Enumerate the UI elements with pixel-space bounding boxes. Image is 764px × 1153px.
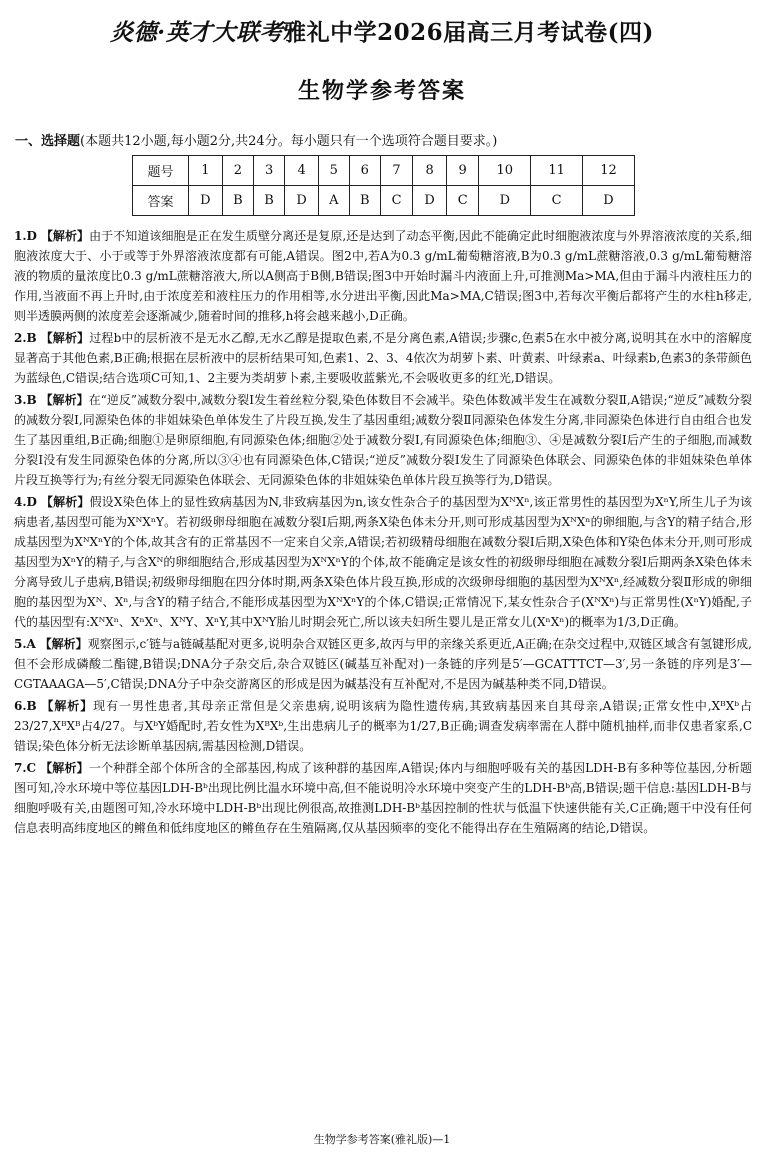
- explanation-item: [14, 492, 752, 632]
- item-number: 1.D: [14, 229, 37, 243]
- item-number: 6.B: [14, 699, 37, 713]
- question-number-header: 题号: [133, 156, 189, 186]
- answer-cell: C: [531, 186, 583, 216]
- answer-cell: B: [253, 186, 284, 216]
- explanation-list: [14, 226, 752, 840]
- question-number-cell: 9: [447, 156, 479, 186]
- explanation-text: 过程b中的层析液不是无水乙醇,无水乙醇是提取色素,不是分离色素,A错误;步骤c,色素5在水中被分离,说明其在水中的溶解度显著高于其他色素,B正确;根据在层析液中的层析结果可知,色素1、2、3、4依次为胡萝卜素、叶黄素、叶绿素a、叶绿素b,色素3的条带颜色为蓝绿色,C错误;结合选项C可知,1、2主要为类胡萝卜素,主要吸收蓝紫光,不会吸收更多的红光,D错误。: [14, 331, 752, 385]
- analysis-tag: 【解析】: [40, 331, 90, 345]
- analysis-tag: 【解析】: [40, 761, 89, 775]
- answer-cell: B: [222, 186, 253, 216]
- analysis-tag: 【解析】: [40, 393, 89, 407]
- explanation-item: [14, 634, 752, 694]
- explanation-text: 由于不知道该细胞是正在发生质壁分离还是复原,还是达到了动态平衡,因此不能确定此时细胞液浓度与外界溶液浓度的关系,细胞液浓度大于、小于或等于外界溶液浓度都有可能,A错误。图2中,若A为0.3 g/mL葡萄糖溶液,B为0.3 g/mL蔗糖溶液,0.3 g/mL葡萄糖溶液的物质的量浓度比0.3 g/mL蔗糖溶液大,所以A侧高于B侧,B错误;图3中开始时漏斗内液面上升,可推测Ma>MA,但由于漏斗内液柱压力的作用,当液面不再上升时,由于浓度差和液柱压力的作用相等,水分进出平衡,因此Ma>MA,C错误;图3中,若每次平衡后都将产生的水柱h移走,则半透膜两侧的浓度差会逐渐减少,随着时间的推移,h将会越来越小,D正确。: [14, 229, 752, 323]
- answer-cell: D: [413, 186, 447, 216]
- explanation-item: [14, 696, 752, 756]
- question-number-cell: 12: [583, 156, 635, 186]
- subject-title: 生物学参考答案: [297, 78, 466, 104]
- question-number-row: [133, 156, 635, 186]
- item-number: 5.A: [14, 637, 36, 651]
- section-label: 一、选择题: [15, 134, 81, 149]
- question-number-cell: 4: [285, 156, 319, 186]
- answer-cell: D: [285, 186, 319, 216]
- explanation-text: 现有一男性患者,其母亲正常但是父亲患病,说明该病为隐性遗传病,其致病基因来自其母亲,A错误;正常女性中,XᴮXᵇ占23/27,XᴮXᴮ占4/27。与XᵇY婚配时,若女性为XᴮXᵇ,生出患病儿子的概率为1/27,B正确;调查发病率需在人群中随机抽样,而非仅患者家系,C错误;染色体分析无法诊断单基因病,需基因检测,D错误。: [14, 699, 752, 753]
- answer-cell: C: [447, 186, 479, 216]
- answer-row: [133, 186, 635, 216]
- analysis-tag: 【解析】: [40, 229, 90, 243]
- page-footer: 生物学参考答案(雅礼版)—1: [313, 1133, 451, 1146]
- question-number-cell: 2: [222, 156, 253, 186]
- question-number-cell: 5: [318, 156, 349, 186]
- answer-cell: D: [189, 186, 223, 216]
- answer-cell: B: [349, 186, 380, 216]
- exam-header: [0, 14, 764, 47]
- answer-table: [132, 155, 635, 216]
- question-number-cell: 3: [253, 156, 284, 186]
- answer-cell: D: [479, 186, 531, 216]
- explanation-item: [14, 758, 752, 838]
- item-number: 2.B: [14, 331, 37, 345]
- answer-cell: D: [583, 186, 635, 216]
- answer-cell: C: [380, 186, 412, 216]
- answer-header: 答案: [133, 186, 189, 216]
- explanation-text: 假设X染色体上的显性致病基因为N,非致病基因为n,该女性杂合子的基因型为XᴺXⁿ,该正常男性的基因型为XⁿY,所生儿子为该病患者,基因型可能为XᴺXⁿY。若初级卵母细胞在减数分裂Ⅰ后期,两条X染色体未分开,则可形成基因型为XᴺXⁿ的卵细胞,与含Y的精子结合,形成基因型为XᴺXⁿY的个体,故其含有的正常基因不一定来自父亲,A错误;若初级精母细胞在减数分裂Ⅰ后期,X染色体和Y染色体未分开,则可形成基因型为XⁿY的精子,与含Xᴺ的卵细胞结合,形成基因型为XᴺXⁿY的个体,故不能确定是该女性的初级卵母细胞在减数分裂Ⅰ后期两条X染色体未分离导致儿子患病,B错误;初级卵母细胞在四分体时期,两条X染色体片段互换,形成的次级卵母细胞的基因型为XᴺXⁿ,经减数分裂Ⅱ形成的卵细胞的基因型为Xᴺ、Xⁿ,与含Y的精子结合,不能形成基因型为XᴺXⁿY的个体,C错误;正常情况下,某女性杂合子(XᴺXⁿ)与正常男性(XⁿY)婚配,子代的基因型有:XᴺXⁿ、XⁿXⁿ、XᴺY、XⁿY,其中XᴺY胎儿时期会死亡,所以该夫妇所生婴儿是正常女儿(XⁿXⁿ)的概率为1/3,D正确。: [14, 495, 752, 629]
- analysis-tag: 【解析】: [41, 699, 94, 713]
- explanation-item: [14, 226, 752, 326]
- explanation-item: [14, 390, 752, 490]
- explanation-text: 一个种群全部个体所含的全部基因,构成了该种群的基因库,A错误;体内与细胞呼吸有关的基因LDH-B有多种等位基因,分析题图可知,冷水环境中等位基因LDH-Bᵇ出现比例比温水环境中高,但不能说明冷水环境中突变产生的LDH-Bᵇ高,B错误;题干信息:基因LDH-B与细胞呼吸有关,由题图可知,冷水环境中LDH-Bᵇ出现比例很高,故推测LDH-Bᵇ基因控制的性状与低温下快速供能有关,C正确;题干中没有任何信息表明高纬度地区的鳉鱼和低纬度地区的鳉鱼存在生殖隔离,仅从基因频率的变化不能得出存在生殖隔离的结论,D错误。: [14, 761, 752, 835]
- answer-cell: A: [318, 186, 349, 216]
- explanation-text: 观察图示,c′链与a链碱基配对更多,说明杂合双链区更多,故丙与甲的亲缘关系更近,A正确;在杂交过程中,双链区域含有氢键形成,但不会形成磷酸二酯键,B错误;DNA分子杂交后,杂合双链区(碱基互补配对)一条链的序列是5′—GCATTTCT—3′,另一条链的序列是3′—CGTAAAGA—5′,C错误;DNA分子中杂交游离区的形成是因为碱基没有互补配对,不是因为碱基种类不同,D错误。: [14, 637, 752, 691]
- item-number: 4.D: [14, 495, 37, 509]
- exam-title: 雅礼中学2026届高三月考试卷(四): [283, 19, 654, 46]
- question-number-cell: 11: [531, 156, 583, 186]
- section-heading: [15, 130, 497, 149]
- analysis-tag: 【解析】: [39, 637, 88, 651]
- question-number-cell: 7: [380, 156, 412, 186]
- brand-name: 炎德·英才大联考: [110, 19, 284, 46]
- question-number-cell: 10: [479, 156, 531, 186]
- question-number-cell: 1: [189, 156, 223, 186]
- section-instruction: (本题共12小题,每小题2分,共24分。每小题只有一个选项符合题目要求。): [80, 134, 498, 149]
- analysis-tag: 【解析】: [40, 495, 90, 509]
- explanation-text: 在“逆反”减数分裂中,减数分裂Ⅰ发生着丝粒分裂,染色体数目不会减半。染色体数减半发生在减数分裂Ⅱ,A错误;“逆反”减数分裂的减数分裂Ⅰ,同源染色体的非姐妹染色单体发生了片段互换,发生了基因重组;减数分裂Ⅱ同源染色体发生分离,非同源染色体进行自由组合也发生了基因重组,B正确;细胞①是卵原细胞,有同源染色体;细胞②处于减数分裂Ⅰ,有同源染色体;细胞③、④是减数分裂Ⅰ后产生的子细胞,而减数分裂Ⅰ没有发生同源染色体的分离,所以③④也有同源染色体,C错误;“逆反”减数分裂Ⅰ发生了同源染色体联会、同源染色体的非姐妹染色单体片段互换等行为;有丝分裂无同源染色体联会、无同源染色体的非姐妹染色单体片段互换等行为,D错误。: [14, 393, 752, 487]
- question-number-cell: 6: [349, 156, 380, 186]
- question-number-cell: 8: [413, 156, 447, 186]
- explanation-item: [14, 328, 752, 388]
- item-number: 3.B: [14, 393, 37, 407]
- item-number: 7.C: [14, 761, 37, 775]
